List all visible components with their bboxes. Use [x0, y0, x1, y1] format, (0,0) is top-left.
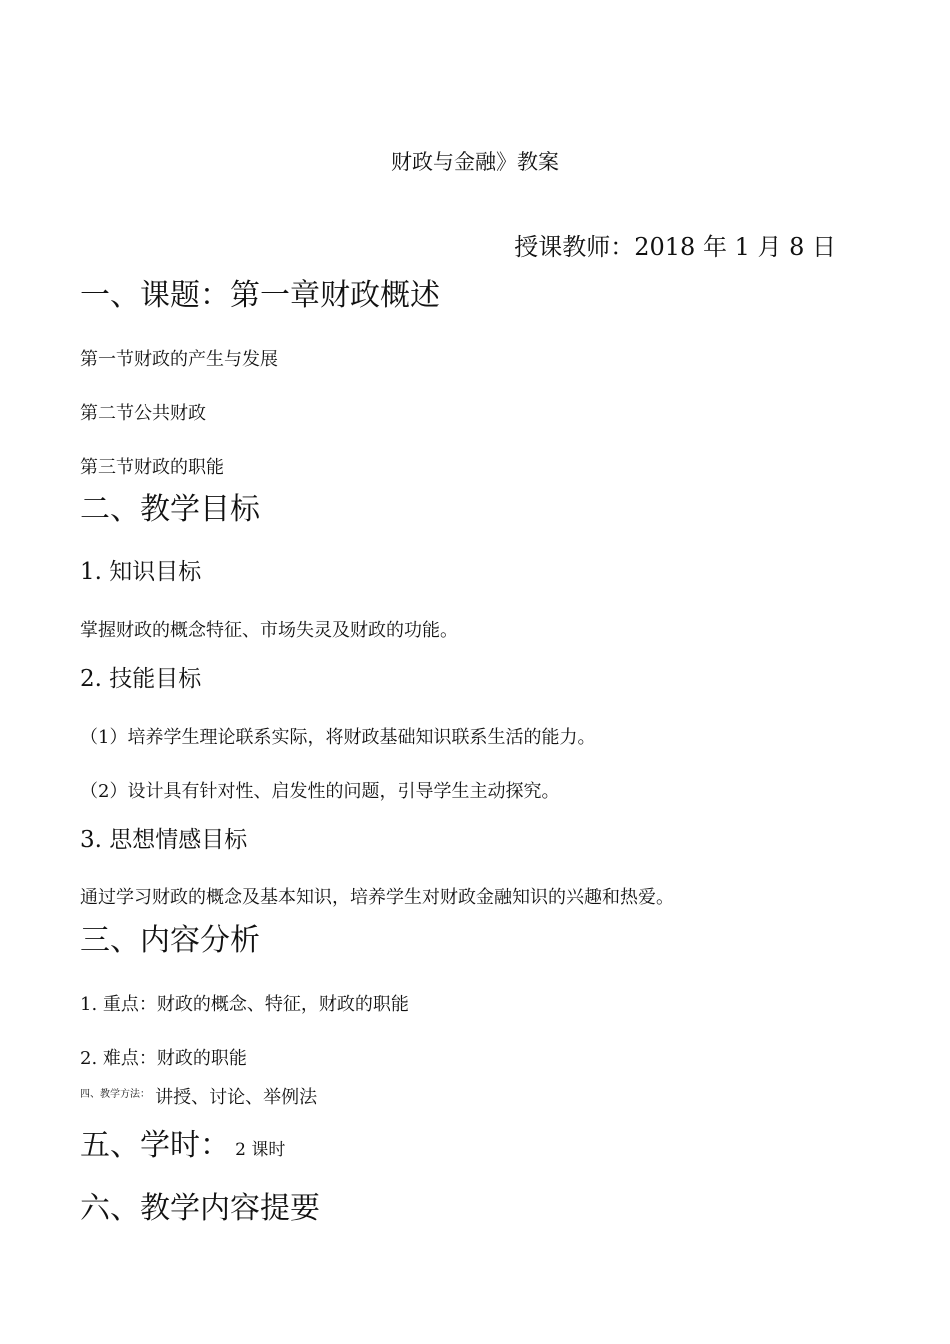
section-2-heading: 二、教学目标: [80, 492, 260, 527]
section-6-heading: 六、教学内容提要: [80, 1191, 320, 1226]
emotion-goal-text: 通过学习财政的概念及基本知识，培养学生对财政金融知识的兴趣和热爱。: [80, 887, 674, 908]
difficult-point-item: 2. 难点：财政的职能: [80, 1048, 247, 1069]
section-1-item-2: 第二节公共财政: [80, 403, 206, 424]
section-5-line: [80, 1128, 286, 1163]
document-title: 财政与金融》教案: [391, 150, 559, 174]
section-1-item-1: 第一节财政的产生与发展: [80, 349, 278, 370]
section-1-item-3: 第三节财政的职能: [80, 457, 224, 478]
section-5-heading: 五、学时：: [80, 1128, 230, 1163]
section-4-line: [80, 1089, 317, 1107]
knowledge-goal-text: 掌握财政的概念特征、市场失灵及财政的功能。: [80, 620, 458, 641]
skill-goal-item-1: （1）培养学生理论联系实际，将财政基础知识联系生活的能力。: [80, 727, 596, 748]
section-1-heading: 一、课题：第一章财政概述: [80, 278, 440, 313]
knowledge-goal-label: 1. 知识目标: [80, 559, 202, 585]
skill-goal-item-2: （2）设计具有针对性、启发性的问题，引导学生主动探究。: [80, 781, 560, 802]
section-5-value: 2 课时: [235, 1140, 286, 1160]
section-4-label: 四、教学方法：: [80, 1089, 150, 1100]
section-4-value: 讲授、讨论、举例法: [155, 1087, 318, 1108]
key-point-item: 1. 重点：财政的概念、特征，财政的职能: [80, 994, 409, 1015]
skill-goal-label: 2. 技能目标: [80, 666, 202, 692]
section-3-heading: 三、内容分析: [80, 923, 260, 958]
teacher-date-line: 授课教师：2018 年 1 月 8 日: [514, 233, 836, 261]
emotion-goal-label: 3. 思想情感目标: [80, 827, 248, 853]
